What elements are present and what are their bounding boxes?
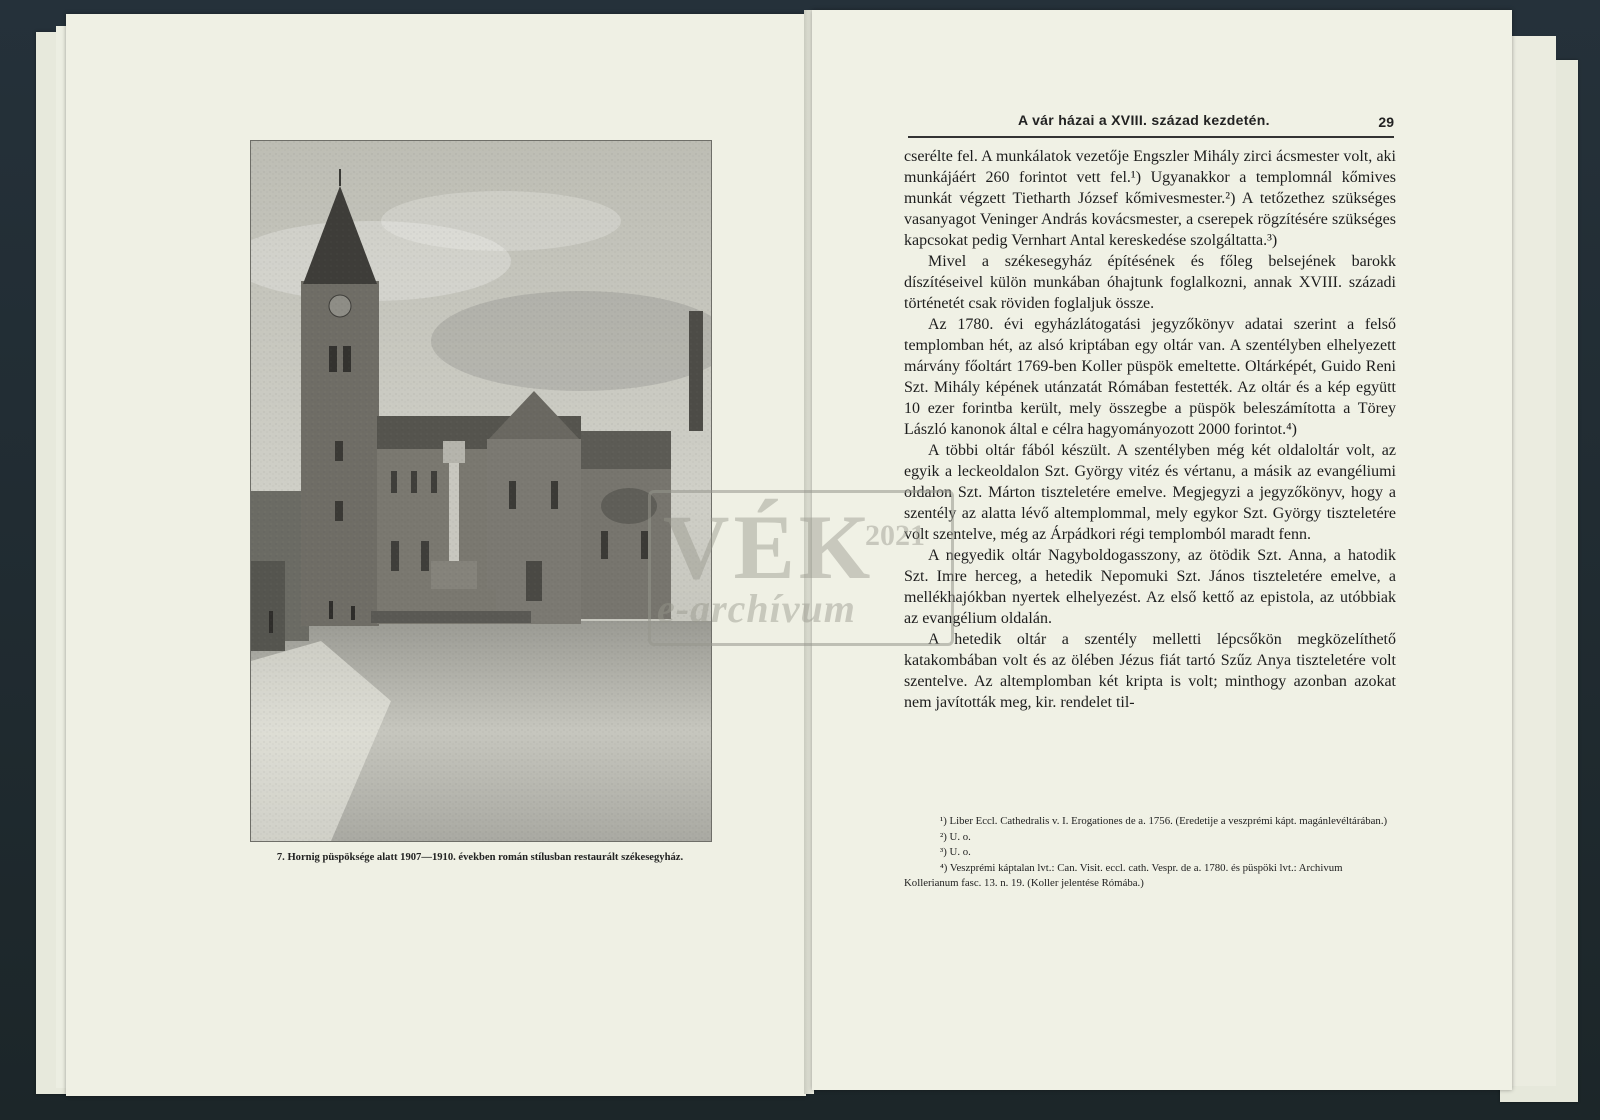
header-rule [908,136,1394,138]
watermark-main: VÉK [663,496,875,598]
right-page [812,10,1512,1090]
paragraph: A negyedik oltár Nagyboldogasszony, az ötödik Szt. Anna, a hatodik Szt. Imre herceg, a hetedik Nepomuki Szt. János tiszteletére emelve, a mellékhajókban nyertek elhelyezést. Az első kettő az epistola, az utóbbiak az evangélium oldalán. [904,547,1396,627]
footnote: ⁴) Veszprémi káptalan lvt.: Can. Visit. eccl. cath. Vespr. de a. 1780. és püspöki lvt.: Archivum Kollerianum fasc. 13. n. 19. (Koller jelentése Rómába.) [904,861,1343,889]
paragraph: Mivel a székesegyház építésének és főleg belsejének barokk díszítéseivel külön munkában óhajtunk foglalkozni, annak XVIII. századi történetét csak röviden foglaljuk össze. [904,253,1396,312]
running-title: A vár házai a XVIII. század kezdetén. [1018,112,1270,128]
paragraph: A többi oltár fából készült. A szentélyben még két oldaloltár volt, az egyik a leckeoldalon Szt. György vitéz és vértanu, a másik az evangéliumi oldalon Szt. Márton tiszteletére emelve. Megjegyzi a jegyzőkönyv, hogy a szentély az alatta lévő altemplommal, mely egykor Szt. György tiszteletére volt szentelve, még az Árpádkori régi templomból maradt fenn. [904,442,1396,543]
cathedral-illustration [251,141,711,841]
figure-caption: 7. Hornig püspöksége alatt 1907—1910. években román stílusban restaurált székesegyház. [276,852,684,863]
body-text [904,146,1396,713]
footnote: ³) U. o. [940,846,971,858]
paragraph: A hetedik oltár a szentély melletti lépcsőkön megközelíthető katakombában volt és az ölében Jézus fiát tartó Szűz Anya tiszteletére volt szentelve. Az altemplomban két kripta is volt; minthogy azonban azokat nem javították meg, kir. rendelet til- [904,631,1396,711]
footnote: ²) U. o. [940,830,971,843]
left-page [66,14,806,1096]
watermark-sub: e-archívum [657,586,856,631]
paragraph: Az 1780. évi egyházlátogatási jegyzőkönyv adatai szerint a felső templomban hét, az alsó kriptában egy oltár van. A szentélyben elhelyezett márvány főoltárt 1769-ben Koller püspök emeltette. Oltárképét, Guido Reni Szt. Mihály képének utánzatát Rómában festették. Az oltár és a kép együtt 10 ezer forintba került, mely összegbe a püspök beleszámította a Törey László kanonok által e célra hagyományozott 2000 forintot.⁴) [904,316,1396,438]
watermark-year: 2021 [865,519,925,552]
footnote: ¹) Liber Eccl. Cathedralis v. I. Erogationes de a. 1756. (Eredetije a veszprémi kápt. magánlevéltárában.) [940,815,1388,827]
paragraph: cserélte fel. A munkálatok vezetője Engszler Mihály zirci ácsmester volt, aki munkájáért 260 forintot vett fel.¹) Ugyanakkor a templomnál kőmives munkát végzett Tietharth József kőmivesmester.²) A tetőzethez szükséges vasanyagot Veninger András kovácsmester, a cserepek rögzítésére szükséges kapcsokat pedig Vernhart Antal kereskedése szolgáltatta.³) [904,148,1396,249]
cathedral-photograph [250,140,712,842]
running-header [908,110,1394,134]
footnotes [904,814,1398,892]
page-number: 29 [1378,114,1394,130]
